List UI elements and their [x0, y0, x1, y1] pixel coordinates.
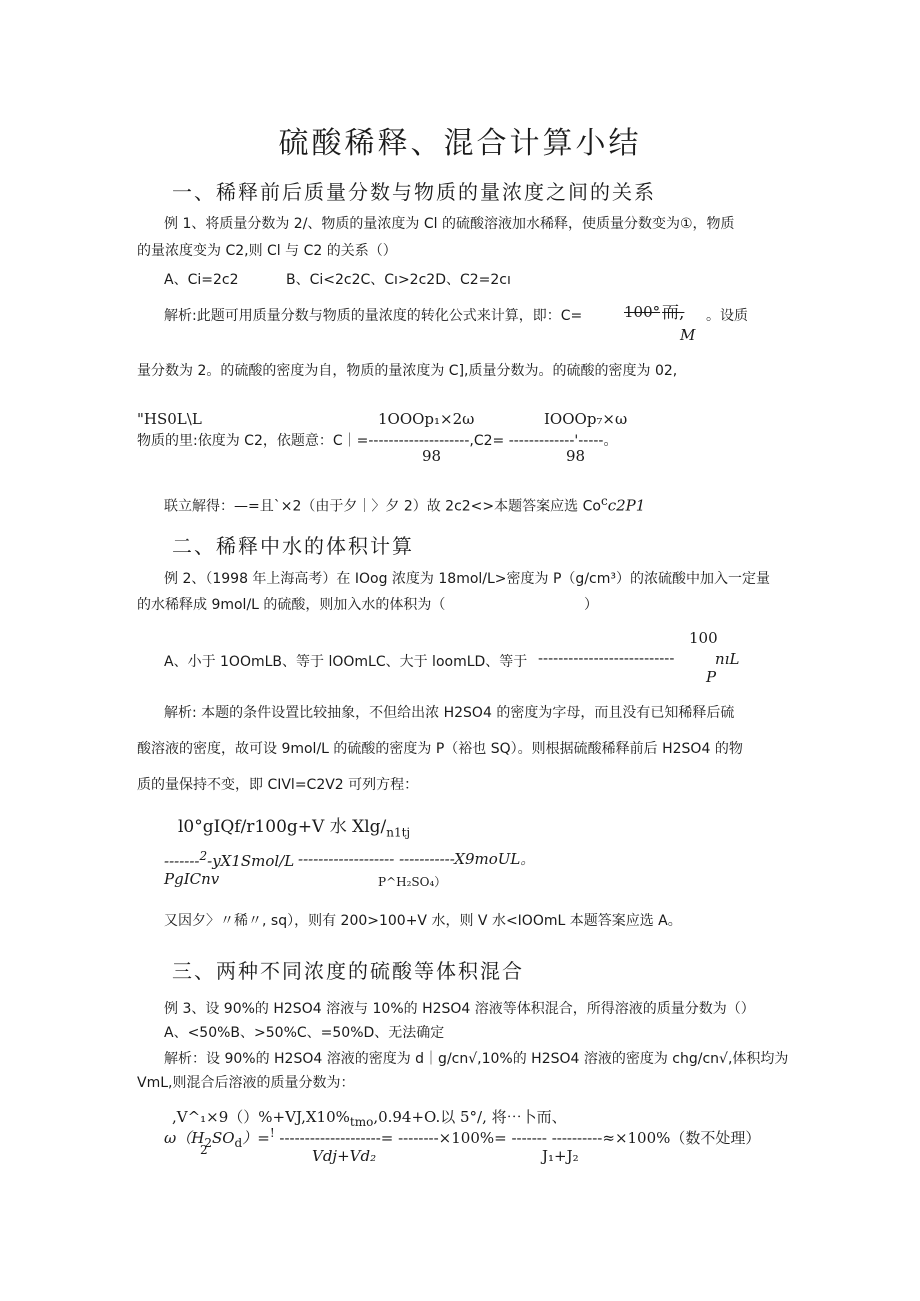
formula-top-a: ,V^₁×9（）%+VJ,X10%: [172, 1108, 350, 1126]
analysis-2-line-2: 酸溶液的密度，故可设 9mol/L 的硫酸的密度为 P（裕也 SQ）。则根据硫酸稀释前后 H2SO4 的物: [137, 741, 743, 757]
option-denominator: P: [706, 668, 717, 686]
fraction-2-denominator: 98: [566, 447, 586, 465]
analysis-1-line-3: 物质的里:依度为 C2，依题意：C｜=--------------------,C2= -------------'-----。: [137, 433, 618, 449]
formula-middle: [164, 1126, 760, 1150]
formula-rest: --------------------= --------×100%= ------- ----------≈×100%（数不处理）: [274, 1129, 761, 1147]
fraction-1-numerator: 1OOOp₁×2ω: [378, 410, 475, 428]
analysis-2-line-1: 解析: 本题的条件设置比较抽象，不但给出浓 H2SO4 的密度为字母，而且没有已知稀释后硫: [164, 705, 735, 721]
equation-top: [178, 812, 410, 839]
analysis-3-line-2: VmL,则混合后溶液的质量分数为：: [137, 1075, 355, 1091]
analysis-1-sup: c: [600, 494, 608, 508]
formula-denominator-2: J₁+J₂: [542, 1147, 579, 1165]
example-1-line-2: 的量浓度变为 C2,则 Cl 与 C2 的关系（）: [137, 243, 397, 259]
option-unit: nıL: [715, 650, 740, 668]
example-2-line-1: 例 2、（1998 年上海高考）在 IOog 浓度为 18mol/L>密度为 P（g/cm³）的浓硫酸中加入一定量: [164, 571, 770, 587]
analysis-1-line-4: [164, 494, 645, 516]
formula-fragment-b: 而,: [662, 303, 685, 323]
analysis-2-line-4: 又因夕〉〃稀〃, sq），则有 200>100+V 水，则 V 水<IOOmL 本题答案应选 A。: [164, 913, 682, 929]
formula-eq: ）=: [242, 1129, 270, 1147]
analysis-1-line-1: 解析:此题可用质量分数与物质的量浓度的转化公式来计算，即：C=: [164, 308, 583, 324]
option-dash: ---------------------------: [538, 651, 675, 667]
section-3-heading: 三、两种不同浓度的硫酸等体积混合: [172, 959, 524, 983]
formula-top-sub: tmo: [349, 1115, 374, 1129]
option-a: A、Ci=2c2: [164, 272, 239, 288]
analysis-1-line-4-tail: c2P1: [607, 496, 646, 515]
example-2-options: A、小于 1OOmLB、等于 lOOmLC、大于 loomLD、等于: [164, 654, 528, 670]
fraction-2-numerator: IOOOp₇×ω: [544, 410, 628, 428]
formula-sub-2: d: [234, 1136, 243, 1150]
equation-bottom-right: P^H₂SO₄）: [378, 875, 447, 889]
example-3-line-1: 例 3、设 90%的 H2SO4 溶液与 10%的 H2SO4 溶液等体积混合，所得溶液的质量分数为（）: [164, 1001, 755, 1017]
section-2-heading: 二、稀释中水的体积计算: [172, 534, 414, 558]
page-title: 硫酸稀释、混合计算小结: [278, 126, 642, 161]
analysis-1-tail: 。设质: [706, 308, 748, 324]
option-numerator: 100: [689, 629, 718, 647]
example-2-line-2: 的水稀释成 9mol/L 的硫酸，则加入水的体积为（: [137, 597, 446, 613]
equation-top-text: l0°gIQf/r100g+V 水 Xlg/: [178, 817, 387, 837]
garbled-label: "HS0L\L: [137, 410, 202, 428]
equation-bottom-left: PgICnv: [164, 870, 220, 888]
section-1-heading: 一、稀释前后质量分数与物质的量浓度之间的关系: [172, 180, 656, 204]
analysis-1-line-2: 量分数为 2。的硫酸的密度为自，物质的量浓度为 C],质量分数为。的硫酸的密度为 02,: [137, 363, 678, 379]
formula-so: SO: [211, 1129, 235, 1147]
formula-sup: !: [269, 1126, 275, 1140]
equation-mid-dashes: -------: [164, 852, 200, 870]
equation-mid-right-text: ------------------- -----------X9moUL: [298, 850, 521, 868]
analysis-1-line-4-text: 联立解得：—=且`×2（由于夕｜〉夕 2）故 2c2<>本题答案应选 Co: [164, 498, 601, 515]
fraction-1-denominator: 98: [422, 447, 442, 465]
analysis-3-line-1: 解析：设 90%的 H2SO4 溶液的密度为 d｜g/cn√,10%的 H2SO4 溶液的密度为 chg/cn√,体积均为: [164, 1051, 789, 1067]
option-b-c-d: B、Ci<2c2C、Cı>2c2D、C2=2cı: [286, 272, 511, 288]
formula-denominator-m: M: [680, 326, 696, 344]
example-2-paren: ）: [584, 597, 598, 613]
formula-omega: ω（H: [164, 1129, 205, 1147]
equation-middle: [164, 849, 294, 870]
equation-top-sub: n1tj: [386, 825, 411, 840]
equation-mid-end: 。: [520, 852, 535, 868]
example-1-line-1: 例 1、将质量分数为 2/、物质的量浓度为 Cl 的硫酸溶液加水稀释，使质量分数变为①，物质: [164, 216, 735, 232]
formula-top-b: ,0.94+O.以 5°/, 将⋯卜而、: [373, 1108, 567, 1126]
formula-fragment-a: 100°: [624, 303, 661, 321]
formula-denominator-1: Vdj+Vd₂: [312, 1147, 377, 1165]
example-3-options: A、<50%B、>50%C、=50%D、无法确定: [164, 1025, 445, 1041]
equation-mid-left: -yX1Smol/L: [207, 852, 295, 870]
equation-middle-right: [298, 849, 534, 869]
analysis-2-line-3: 质的量保持不变，即 CIVl=C2V2 可列方程：: [137, 777, 419, 793]
formula-sub-1: 2: [204, 1136, 212, 1150]
equation-mid-sup: 2: [199, 849, 208, 863]
formula-subscript-2: 2: [200, 1143, 208, 1157]
